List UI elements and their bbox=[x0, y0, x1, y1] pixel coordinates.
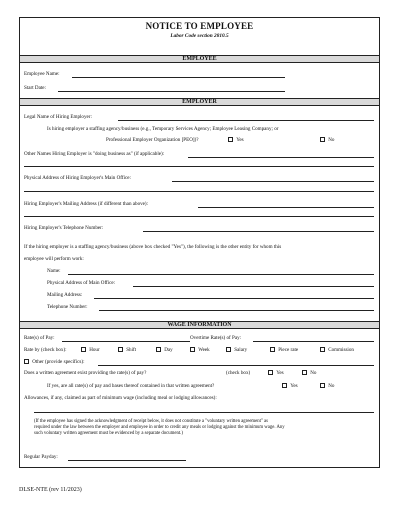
other-entity-text-line1: If the hiring employer is a staffing agency/business (above box checked "Yes"), the following is the other entity for whom this bbox=[24, 244, 282, 250]
physical-address-field[interactable] bbox=[172, 181, 374, 182]
dba-label: Other Names Hiring Employer is "doing business as" (if applicable): bbox=[24, 151, 165, 157]
legal-name-field[interactable] bbox=[118, 120, 374, 121]
rate-of-pay-label: Rate(s) of Pay: bbox=[24, 335, 55, 341]
section-employer-header: EMPLOYER bbox=[20, 98, 379, 106]
entity-phone-label: Telephone Number: bbox=[47, 304, 88, 310]
regular-payday-label: Regular Payday: bbox=[24, 454, 58, 460]
acknowledgment-note-line2: required under the law between the employer and employee in order to credit any meals or lodging against the minimum wage. Any bbox=[34, 425, 285, 430]
section-employee-header: EMPLOYEE bbox=[20, 55, 379, 63]
form-title: NOTICE TO EMPLOYEE bbox=[145, 21, 254, 31]
entity-physical-field[interactable] bbox=[133, 286, 374, 287]
rate-option-shift[interactable]: Shift bbox=[118, 347, 136, 353]
mailing-address-field-line2[interactable] bbox=[24, 216, 374, 217]
allowances-label: Allowances, if any, claimed as part of minimum wage (including meal or lodging allowances): bbox=[24, 395, 217, 401]
rate-option-hour[interactable]: Hour bbox=[81, 347, 100, 353]
entity-name-field[interactable] bbox=[68, 274, 374, 275]
rate-option-salary[interactable]: Salary bbox=[226, 347, 247, 353]
rate-option-piece-rate[interactable]: Piece rate bbox=[270, 347, 298, 353]
entity-mailing-field[interactable] bbox=[94, 298, 374, 299]
phone-field[interactable] bbox=[143, 231, 374, 232]
written-yes-checkbox[interactable] bbox=[268, 370, 273, 375]
entity-name-label: Name: bbox=[47, 268, 61, 274]
section-wage-header: WAGE INFORMATION bbox=[20, 321, 379, 329]
shift-checkbox[interactable] bbox=[118, 347, 123, 352]
written-no-checkbox[interactable] bbox=[302, 370, 307, 375]
week-checkbox[interactable] bbox=[190, 347, 195, 352]
commission-checkbox[interactable] bbox=[320, 347, 325, 352]
mailing-address-label: Hiring Employer's Mailing Address (if different than above): bbox=[24, 201, 149, 207]
form-revision-footer: DLSE-NTE (rev 11/2023) bbox=[19, 487, 82, 493]
rate-of-pay-field[interactable] bbox=[62, 341, 190, 342]
rates-contained-no[interactable]: No bbox=[320, 383, 334, 389]
allowances-field[interactable] bbox=[34, 412, 374, 413]
day-checkbox[interactable] bbox=[156, 347, 161, 352]
staffing-no-checkbox[interactable] bbox=[320, 137, 325, 142]
employee-name-field[interactable] bbox=[72, 77, 285, 78]
legal-name-label: Legal Name of Hiring Employer: bbox=[24, 114, 92, 120]
contained-yes-checkbox[interactable] bbox=[282, 383, 287, 388]
entity-mailing-label: Mailing Address: bbox=[47, 292, 83, 298]
dba-field[interactable] bbox=[188, 157, 374, 158]
phone-label: Hiring Employer's Telephone Number: bbox=[24, 225, 104, 231]
form-subtitle: Labor Code section 2810.5 bbox=[170, 33, 229, 39]
other-entity-text-line2: employee will perform work: bbox=[24, 256, 84, 262]
rate-option-week[interactable]: Week bbox=[190, 347, 210, 353]
salary-checkbox[interactable] bbox=[226, 347, 231, 352]
written-agreement-check-box-label: (check box) bbox=[226, 370, 251, 376]
written-agreement-question: Does a written agreement exist providing the rate(s) of pay? bbox=[24, 370, 147, 376]
dba-field-line2[interactable] bbox=[24, 166, 374, 167]
rate-option-day[interactable]: Day bbox=[156, 347, 173, 353]
notice-form bbox=[19, 17, 380, 468]
rates-contained-question: If yes, are all rate(s) of pay and bases thereof contained in that written agreement? bbox=[47, 383, 215, 389]
entity-phone-field[interactable] bbox=[99, 310, 374, 311]
other-specifics-field[interactable] bbox=[98, 365, 374, 366]
written-agreement-no[interactable]: No bbox=[302, 370, 316, 376]
rate-option-other[interactable]: Other (provide specifics): bbox=[24, 359, 85, 365]
regular-payday-field[interactable] bbox=[68, 460, 186, 461]
overtime-rate-field[interactable] bbox=[253, 341, 374, 342]
staffing-no-option[interactable]: No bbox=[320, 137, 334, 143]
written-agreement-yes[interactable]: Yes bbox=[268, 370, 284, 376]
mailing-address-field[interactable] bbox=[198, 207, 374, 208]
acknowledgment-note-line3: such voluntary written agreement must be evidenced by a separate document.) bbox=[34, 431, 183, 436]
staffing-yes-checkbox[interactable] bbox=[228, 137, 233, 142]
staffing-question-line1: Is hiring employer a staffing agency/business (e.g., Temporary Services Agency; Employee Leasing Company; or bbox=[47, 126, 279, 132]
rates-contained-yes[interactable]: Yes bbox=[282, 383, 298, 389]
entity-physical-label: Physical Address of Main Office: bbox=[47, 280, 116, 286]
other-checkbox[interactable] bbox=[24, 359, 29, 364]
start-date-field[interactable] bbox=[58, 91, 285, 92]
employee-name-label: Employee Name: bbox=[24, 71, 60, 77]
staffing-yes-option[interactable]: Yes bbox=[228, 137, 244, 143]
staffing-question-line2: Professional Employer Organization [PEO])? bbox=[106, 137, 199, 143]
piece-rate-checkbox[interactable] bbox=[270, 347, 275, 352]
rate-by-label: Rate by (check box): bbox=[24, 347, 67, 353]
hour-checkbox[interactable] bbox=[81, 347, 86, 352]
contained-no-checkbox[interactable] bbox=[320, 383, 325, 388]
start-date-label: Start Date: bbox=[24, 85, 46, 91]
overtime-rate-label: Overtime Rate(s) of Pay: bbox=[190, 335, 242, 341]
physical-address-field-line2[interactable] bbox=[24, 191, 374, 192]
physical-address-label: Physical Address of Hiring Employer's Main Office: bbox=[24, 175, 131, 181]
rate-option-commission[interactable]: Commission bbox=[320, 347, 354, 353]
acknowledgment-note-line1: (If the employee has signed the acknowledgment of receipt below, it does not constitute a "voluntary written agreement" as bbox=[34, 419, 269, 424]
